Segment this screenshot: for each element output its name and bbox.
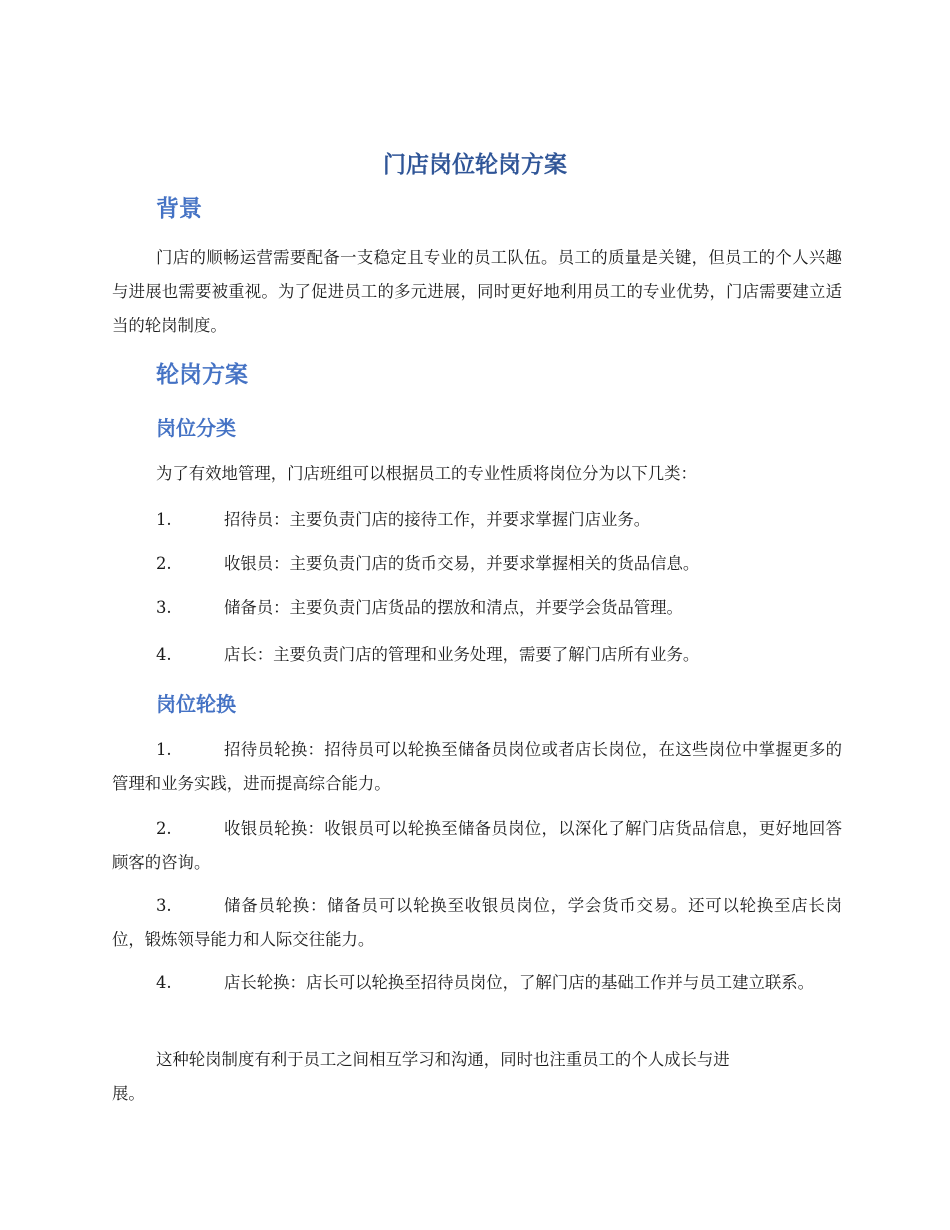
list-text: 储备员轮换：储备员可以轮换至收银员岗位，学会货币交易。还可以轮换至店长岗位，锻炼领导能力和人际交往能力。 <box>112 896 842 949</box>
document-title: 门店岗位轮岗方案 <box>383 152 567 178</box>
classification-list-item <box>112 547 842 581</box>
list-number: 4. <box>156 645 172 664</box>
section-heading-plan: 轮岗方案 <box>156 362 248 388</box>
section-heading-background: 背景 <box>156 196 202 222</box>
list-text: 收银员：主要负责门店的货币交易，并要求掌握相关的货品信息。 <box>224 554 700 573</box>
list-number: 2. <box>156 554 172 573</box>
list-number: 3. <box>156 598 172 617</box>
background-paragraph: 门店的顺畅运营需要配备一支稳定且专业的员工队伍。员工的质量是关键，但员工的个人兴趣与进展也需要被重视。为了促进员工的多元进展，同时更好地利用员工的专业优势，门店需要建立适当的轮岗制度。 <box>112 248 842 335</box>
list-number: 1. <box>156 510 172 529</box>
list-text: 招待员轮换：招待员可以轮换至储备员岗位或者店长岗位，在这些岗位中掌握更多的管理和业务实践，进而提高综合能力。 <box>112 740 842 793</box>
classification-list-item <box>112 638 842 672</box>
list-text: 收银员轮换：收银员可以轮换至储备员岗位，以深化了解门店货品信息，更好地回答顾客的咨询。 <box>112 819 842 872</box>
closing-paragraph-line1: 这种轮岗制度有利于员工之间相互学习和沟通，同时也注重员工的个人成长与进 <box>156 1050 730 1069</box>
list-text: 店长：主要负责门店的管理和业务处理，需要了解门店所有业务。 <box>224 645 700 664</box>
rotation-list-item <box>112 812 842 880</box>
classification-list-item <box>112 591 842 625</box>
classification-list-item <box>112 503 842 537</box>
rotation-list-item <box>112 733 842 801</box>
list-text: 店长轮换：店长可以轮换至招待员岗位，了解门店的基础工作并与员工建立联系。 <box>224 973 815 992</box>
list-number: 2. <box>156 819 172 838</box>
rotation-list-item <box>112 966 842 1000</box>
list-text: 储备员：主要负责门店货品的摆放和清点，并要学会货品管理。 <box>224 598 683 617</box>
closing-paragraph-line2: 展。 <box>112 1084 145 1103</box>
list-text: 招待员：主要负责门店的接待工作，并要求掌握门店业务。 <box>224 510 651 529</box>
list-number: 3. <box>156 896 172 915</box>
subsection-heading-rotation: 岗位轮换 <box>156 692 236 716</box>
rotation-list-item <box>112 889 842 957</box>
classification-intro: 为了有效地管理，门店班组可以根据员工的专业性质将岗位分为以下几类： <box>156 464 697 483</box>
list-number: 1. <box>156 740 172 759</box>
list-number: 4. <box>156 973 172 992</box>
subsection-heading-classification: 岗位分类 <box>156 416 236 440</box>
